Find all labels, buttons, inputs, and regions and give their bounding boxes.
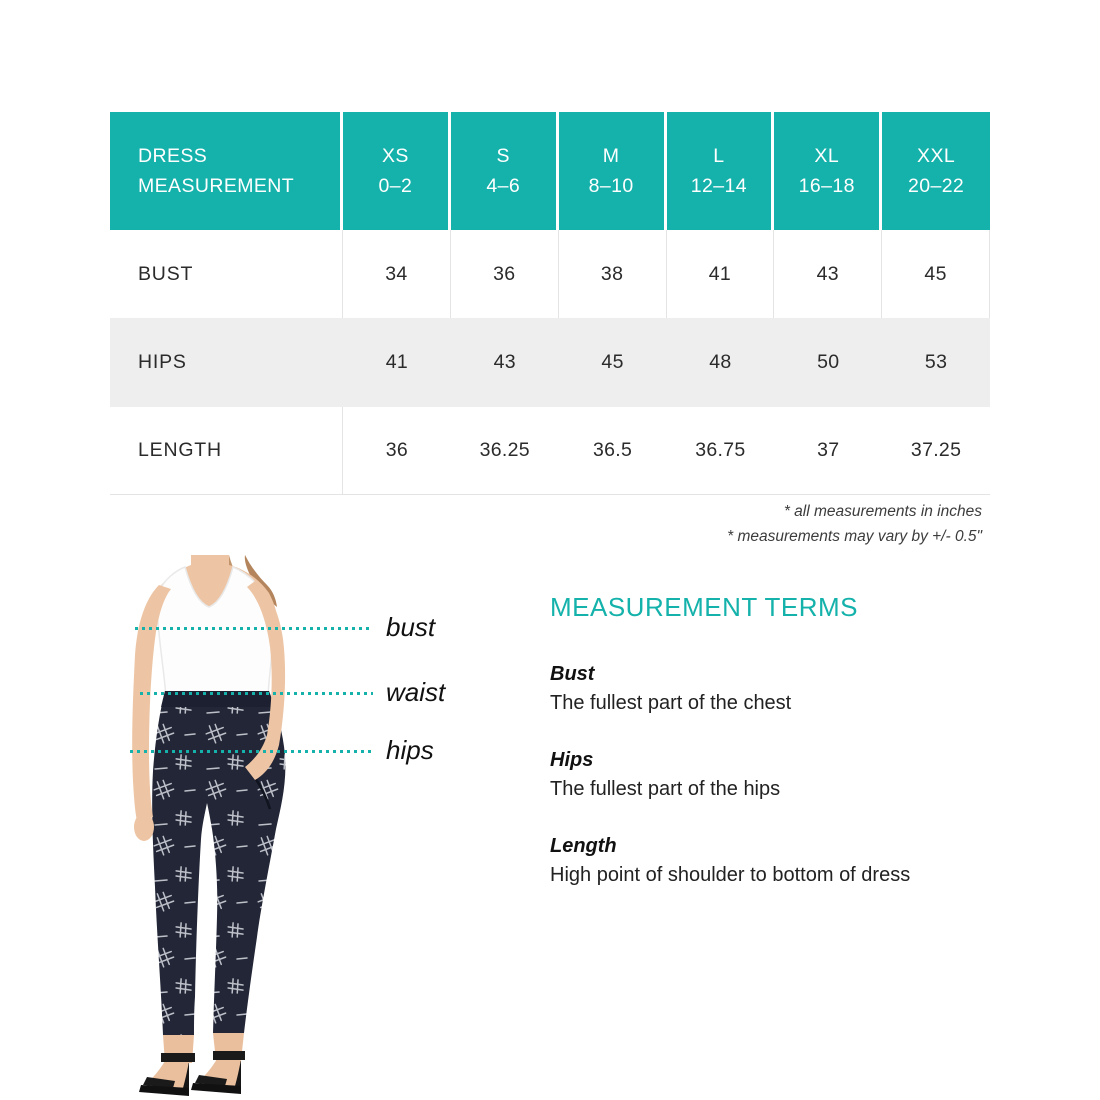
waist-measure-line bbox=[140, 692, 373, 695]
cell-hips-xs: 41 bbox=[343, 318, 451, 407]
hips-measure-line bbox=[130, 750, 373, 753]
term-definition: The fullest part of the chest bbox=[550, 692, 792, 714]
size-range: 16–18 bbox=[798, 175, 855, 197]
waist-line-label: waist bbox=[386, 677, 446, 707]
cell-length-xs: 36 bbox=[343, 407, 451, 495]
header-label-line1: DRESS bbox=[138, 145, 208, 167]
term-definition: The fullest part of the hips bbox=[550, 778, 781, 800]
cell-hips-xl: 50 bbox=[774, 318, 882, 407]
footnote-inches: * all measurements in inches bbox=[783, 503, 982, 520]
cell-length-l: 36.75 bbox=[667, 407, 775, 495]
size-name: XXL bbox=[917, 145, 956, 167]
size-name: XS bbox=[382, 145, 409, 167]
model-left-shoe bbox=[139, 1053, 195, 1096]
bust-measure-line bbox=[135, 627, 373, 630]
term-hips bbox=[550, 746, 1010, 804]
row-label-bust: BUST bbox=[110, 230, 343, 318]
measurement-terms-section bbox=[550, 592, 1010, 918]
cell-bust-l: 41 bbox=[667, 230, 775, 318]
header-cell-m bbox=[559, 112, 667, 230]
header-cell-l bbox=[667, 112, 775, 230]
header-cell-xs bbox=[343, 112, 451, 230]
term-length bbox=[550, 832, 1010, 890]
cell-bust-m: 38 bbox=[559, 230, 667, 318]
footnotes bbox=[110, 499, 982, 549]
size-name: M bbox=[602, 145, 620, 167]
cell-bust-xl: 43 bbox=[774, 230, 882, 318]
cell-hips-l: 48 bbox=[667, 318, 775, 407]
header-label-line2: MEASUREMENT bbox=[138, 175, 295, 197]
size-range: 20–22 bbox=[907, 175, 965, 197]
cell-length-xl: 37 bbox=[774, 407, 882, 495]
cell-bust-xxl: 45 bbox=[882, 230, 990, 318]
size-range: 4–6 bbox=[486, 175, 521, 197]
model-right-shoe bbox=[191, 1051, 245, 1094]
cell-hips-m: 45 bbox=[559, 318, 667, 407]
cell-hips-xxl: 53 bbox=[882, 318, 990, 407]
bust-line-label: bust bbox=[386, 612, 436, 642]
footnote-variance: * measurements may vary by +/- 0.5" bbox=[727, 528, 982, 545]
row-label-hips: HIPS bbox=[110, 318, 343, 407]
size-chart-table bbox=[110, 112, 990, 495]
cell-bust-s: 36 bbox=[451, 230, 559, 318]
term-name: Bust bbox=[550, 663, 595, 685]
term-definition: High point of shoulder to bottom of dress bbox=[550, 864, 911, 886]
row-label-length: LENGTH bbox=[110, 407, 343, 495]
measurement-terms-heading: MEASUREMENT TERMS bbox=[550, 592, 859, 622]
header-cell-s bbox=[451, 112, 559, 230]
size-name: L bbox=[713, 145, 725, 167]
cell-length-xxl: 37.25 bbox=[882, 407, 990, 495]
size-range: 8–10 bbox=[588, 175, 634, 197]
model-photo bbox=[95, 555, 375, 1100]
size-range: 0–2 bbox=[378, 175, 413, 197]
cell-length-s: 36.25 bbox=[451, 407, 559, 495]
term-name: Hips bbox=[550, 749, 594, 771]
size-range: 12–14 bbox=[690, 175, 748, 197]
cell-length-m: 36.5 bbox=[559, 407, 667, 495]
header-cell-dress-measurement bbox=[110, 112, 343, 230]
size-name: S bbox=[496, 145, 510, 167]
cell-bust-xs: 34 bbox=[343, 230, 451, 318]
cell-hips-s: 43 bbox=[451, 318, 559, 407]
hips-line-label: hips bbox=[386, 735, 434, 765]
term-bust bbox=[550, 660, 1010, 718]
term-name: Length bbox=[550, 835, 617, 857]
header-cell-xxl bbox=[882, 112, 990, 230]
header-cell-xl bbox=[774, 112, 882, 230]
size-name: XL bbox=[814, 145, 840, 167]
